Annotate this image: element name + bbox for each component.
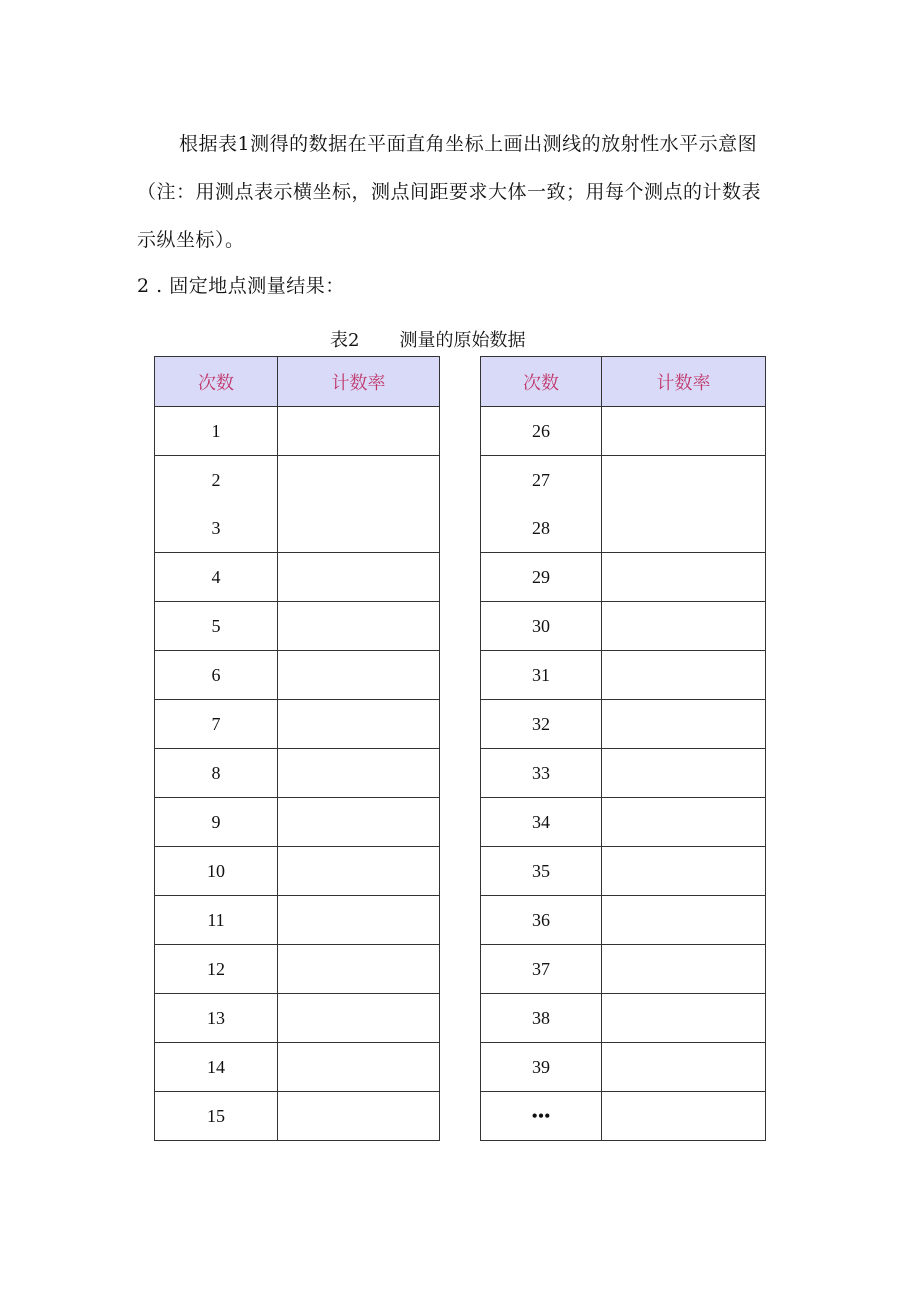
rate-cell — [602, 945, 766, 994]
row-index: 12 — [155, 945, 278, 994]
rate-cell — [602, 1043, 766, 1092]
rate-cell — [278, 994, 440, 1043]
ellipsis-cell: ••• — [481, 1092, 602, 1141]
table-row — [481, 407, 766, 456]
row-index: 5 — [155, 602, 278, 651]
table-caption-title: 测量的原始数据 — [399, 330, 526, 351]
row-index: 31 — [481, 651, 602, 700]
rate-cell — [278, 749, 440, 798]
table-row — [155, 553, 440, 602]
instruction-paragraph — [137, 120, 797, 264]
table-row — [155, 407, 440, 456]
row-index: 32 — [481, 700, 602, 749]
table-row — [481, 456, 766, 553]
rate-cell — [278, 945, 440, 994]
rate-cell — [602, 553, 766, 602]
row-index: 15 — [155, 1092, 278, 1141]
row-index: 1 — [155, 407, 278, 456]
table-row — [155, 945, 440, 994]
row-index: 33 — [481, 749, 602, 798]
rate-cell — [278, 1043, 440, 1092]
table-caption — [330, 327, 525, 355]
measurement-table-right — [480, 356, 766, 1141]
rate-cell — [602, 1092, 766, 1141]
rate-cell — [602, 700, 766, 749]
rate-cell — [602, 407, 766, 456]
table-row — [155, 700, 440, 749]
rate-cell — [278, 1092, 440, 1141]
paragraph-line-3: 示纵坐标）。 — [137, 229, 245, 251]
rate-cell — [602, 602, 766, 651]
table-row — [481, 602, 766, 651]
table-row — [155, 456, 440, 553]
rate-cell — [602, 456, 766, 553]
table-row — [481, 1092, 766, 1141]
row-index: 6 — [155, 651, 278, 700]
table-row — [481, 749, 766, 798]
row-index: 29 — [481, 553, 602, 602]
header-count-number: 次数 — [155, 357, 278, 407]
row-index-3: 3 — [211, 518, 221, 538]
row-index: 38 — [481, 994, 602, 1043]
rate-cell — [278, 602, 440, 651]
row-index: 13 — [155, 994, 278, 1043]
rate-cell — [278, 847, 440, 896]
table-header-row — [481, 357, 766, 407]
rate-cell — [278, 456, 440, 553]
rate-cell — [602, 847, 766, 896]
rate-cell — [278, 700, 440, 749]
table-row — [481, 896, 766, 945]
header-count-rate: 计数率 — [602, 357, 766, 407]
table-row — [481, 798, 766, 847]
table-row — [155, 994, 440, 1043]
row-index: 37 — [481, 945, 602, 994]
rate-cell — [278, 553, 440, 602]
rate-cell — [278, 896, 440, 945]
row-index: 36 — [481, 896, 602, 945]
table-row — [481, 651, 766, 700]
table-row — [155, 602, 440, 651]
row-index: 9 — [155, 798, 278, 847]
row-index: 10 — [155, 847, 278, 896]
row-index — [155, 456, 278, 553]
row-index-27: 27 — [532, 470, 550, 490]
row-index-2: 2 — [211, 470, 221, 490]
table-row — [481, 700, 766, 749]
header-count-rate: 计数率 — [278, 357, 440, 407]
row-index: 34 — [481, 798, 602, 847]
rate-cell — [602, 896, 766, 945]
measurement-table-left — [154, 356, 440, 1141]
section-heading: 2 . 固定地点测量结果： — [137, 275, 345, 297]
table-row — [481, 1043, 766, 1092]
table-header-row — [155, 357, 440, 407]
row-index: 30 — [481, 602, 602, 651]
table-row — [155, 1043, 440, 1092]
rate-cell — [278, 798, 440, 847]
rate-cell — [602, 798, 766, 847]
table-row — [481, 847, 766, 896]
table-row — [155, 1092, 440, 1141]
table-row — [481, 945, 766, 994]
table-row — [155, 896, 440, 945]
rate-cell — [602, 651, 766, 700]
row-index: 4 — [155, 553, 278, 602]
table-row — [155, 749, 440, 798]
rate-cell — [278, 407, 440, 456]
row-index: 11 — [155, 896, 278, 945]
rate-cell — [602, 749, 766, 798]
rate-cell — [602, 994, 766, 1043]
paragraph-line-1: 根据表1测得的数据在平面直角坐标上画出测线的放射性水平示意图 — [179, 133, 758, 155]
table-row — [155, 798, 440, 847]
table-row — [481, 553, 766, 602]
table-row — [155, 651, 440, 700]
rate-cell — [278, 651, 440, 700]
row-index-28: 28 — [532, 518, 550, 538]
paragraph-line-2: （注：用测点表示横坐标，测点间距要求大体一致；用每个测点的计数表 — [137, 181, 762, 203]
row-index: 26 — [481, 407, 602, 456]
table-caption-id: 表2 — [330, 330, 360, 351]
header-count-number: 次数 — [481, 357, 602, 407]
row-index — [481, 456, 602, 553]
row-index: 8 — [155, 749, 278, 798]
table-row — [155, 847, 440, 896]
row-index: 35 — [481, 847, 602, 896]
row-index: 7 — [155, 700, 278, 749]
row-index: 39 — [481, 1043, 602, 1092]
row-index: 14 — [155, 1043, 278, 1092]
table-row — [481, 994, 766, 1043]
